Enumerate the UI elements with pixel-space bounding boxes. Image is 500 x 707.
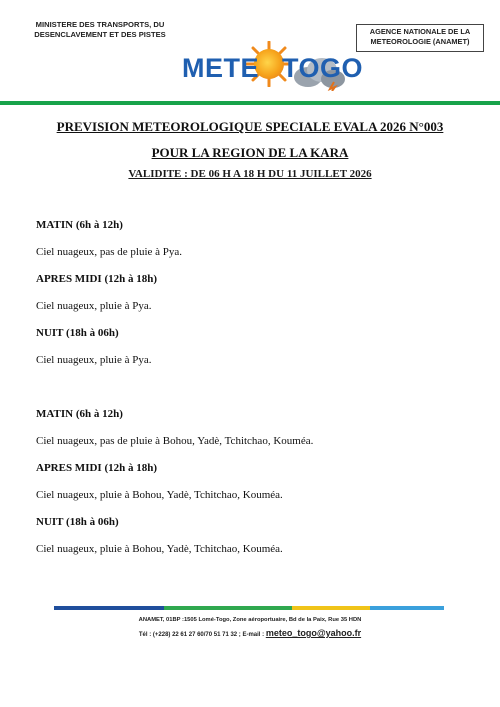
validity-period: VALIDITE : DE 06 H A 18 H DU 11 JUILLET 2026: [128, 168, 372, 180]
document-subtitle: POUR LA REGION DE LA KARA: [151, 145, 349, 160]
section-heading: APRES MIDI (12h à 18h): [36, 273, 158, 285]
ministry-line-1: MINISTERE DES TRANSPORTS, DU: [35, 20, 165, 29]
section-text: Ciel nuageux, pas de pluie à Pya.: [36, 246, 183, 258]
section-heading: NUIT (18h à 06h): [36, 327, 119, 339]
section-text: Ciel nuageux, pas de pluie à Bohou, Yadè, Tchitchao, Kouméa.: [36, 435, 314, 447]
section-text: Ciel nuageux, pluie à Bohou, Yadè, Tchitchao, Kouméa.: [36, 543, 283, 555]
footer-contact: [0, 628, 500, 638]
section-heading: MATIN (6h à 12h): [36, 408, 123, 420]
footer-address: ANAMET, 01BP :1505 Lomé-Togo, Zone aéroportuaire, Bd de la Paix, Rue 35 HDN: [138, 617, 362, 623]
logo-text-togo: TOGO: [282, 53, 364, 83]
footer-bar-green: [164, 606, 292, 610]
footer-bar-lightblue: [370, 606, 444, 610]
section-text: Ciel nuageux, pluie à Pya.: [36, 300, 152, 312]
section-text: Ciel nuageux, pluie à Pya.: [36, 354, 152, 366]
meteo-togo-logo: [172, 37, 364, 95]
agency-line-2: METEOROLOGIE (ANAMET): [370, 37, 470, 46]
agency-box: [356, 24, 484, 52]
ministry-line-2: DESENCLAVEMENT ET DES PISTES: [34, 30, 166, 39]
section-heading: NUIT (18h à 06h): [36, 516, 119, 528]
document-title: PREVISION METEOROLOGIQUE SPECIALE EVALA 2026 N°003: [56, 119, 444, 134]
logo-text-meteo: METE: [182, 53, 260, 83]
section-text: Ciel nuageux, pluie à Bohou, Yadè, Tchitchao, Kouméa.: [36, 489, 283, 501]
section-heading: APRES MIDI (12h à 18h): [36, 462, 158, 474]
footer-bar-blue: [54, 606, 164, 610]
footer-bar-yellow: [292, 606, 370, 610]
agency-line-1: AGENCE NATIONALE DE LA: [369, 27, 471, 36]
section-heading: MATIN (6h à 12h): [36, 219, 123, 231]
ministry-header: [20, 20, 180, 40]
footer-phone: Tél : (+228) 22 61 27 60/70 51 71 32 ; E-mail :: [138, 632, 265, 638]
footer-email-link[interactable]: meteo_togo@yahoo.fr: [265, 628, 362, 638]
header-divider: [0, 101, 500, 105]
